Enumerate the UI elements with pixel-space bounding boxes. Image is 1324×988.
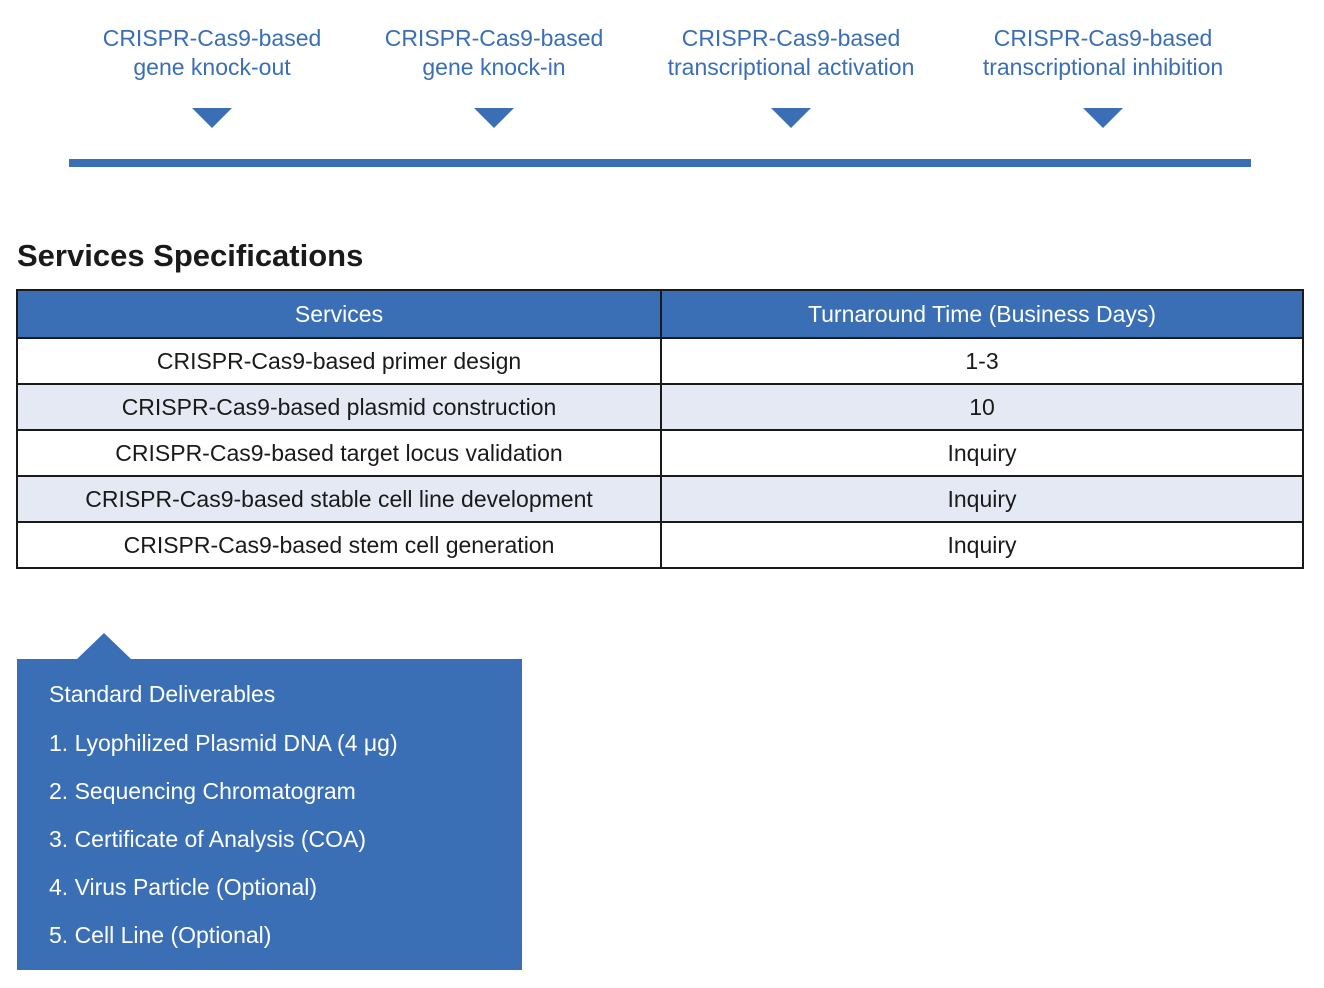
timeline-item-line1: CRISPR-Cas9-based xyxy=(384,25,604,51)
list-item: 4. Virus Particle (Optional) xyxy=(49,874,318,900)
table-row xyxy=(17,476,1303,522)
list-item: 3. Certificate of Analysis (COA) xyxy=(49,826,366,852)
timeline-item-line2: gene knock-in xyxy=(422,54,566,80)
column-header-turnaround: Turnaround Time (Business Days) xyxy=(661,290,1303,338)
table-row xyxy=(17,338,1303,384)
timeline-down-arrow-icon xyxy=(771,108,811,128)
timeline-down-arrow-icon xyxy=(1083,108,1123,128)
turnaround-cell: Inquiry xyxy=(661,476,1303,522)
service-cell: CRISPR-Cas9-based stable cell line development xyxy=(17,476,661,522)
column-header-services: Services xyxy=(17,290,661,338)
turnaround-cell: Inquiry xyxy=(661,522,1303,568)
turnaround-cell: 1-3 xyxy=(661,338,1303,384)
service-cell: CRISPR-Cas9-based plasmid construction xyxy=(17,384,661,430)
service-cell: CRISPR-Cas9-based target locus validation xyxy=(17,430,661,476)
deliverables-list xyxy=(49,729,398,969)
timeline-item-line2: transcriptional inhibition xyxy=(982,54,1224,80)
timeline-bar xyxy=(69,159,1251,167)
timeline-item-line1: CRISPR-Cas9-based xyxy=(681,25,901,51)
turnaround-cell: 10 xyxy=(661,384,1303,430)
timeline-item-inhibition xyxy=(953,24,1253,82)
timeline-item-line2: transcriptional activation xyxy=(667,54,915,80)
table-row xyxy=(17,430,1303,476)
timeline-item-line1: CRISPR-Cas9-based xyxy=(102,25,322,51)
services-table xyxy=(16,289,1304,569)
timeline-down-arrow-icon xyxy=(474,108,514,128)
service-cell: CRISPR-Cas9-based stem cell generation xyxy=(17,522,661,568)
service-timeline xyxy=(0,0,1324,175)
page-title: Services Specifications xyxy=(17,238,364,273)
service-cell: CRISPR-Cas9-based primer design xyxy=(17,338,661,384)
deliverables-box xyxy=(17,659,522,970)
timeline-item-line1: CRISPR-Cas9-based xyxy=(993,25,1213,51)
table-header-row xyxy=(17,290,1303,338)
timeline-item-line2: gene knock-out xyxy=(133,54,291,80)
callout-pointer-icon xyxy=(77,633,131,659)
list-item: 1. Lyophilized Plasmid DNA (4 μg) xyxy=(49,730,398,756)
timeline-item-knock-in xyxy=(344,24,644,82)
timeline-item-activation xyxy=(641,24,941,82)
timeline-item-knock-out xyxy=(62,24,362,82)
list-item: 5. Cell Line (Optional) xyxy=(49,922,272,948)
table-row xyxy=(17,522,1303,568)
timeline-down-arrow-icon xyxy=(192,108,232,128)
turnaround-cell: Inquiry xyxy=(661,430,1303,476)
deliverables-title: Standard Deliverables xyxy=(49,681,276,707)
list-item: 2. Sequencing Chromatogram xyxy=(49,778,356,804)
table-row xyxy=(17,384,1303,430)
